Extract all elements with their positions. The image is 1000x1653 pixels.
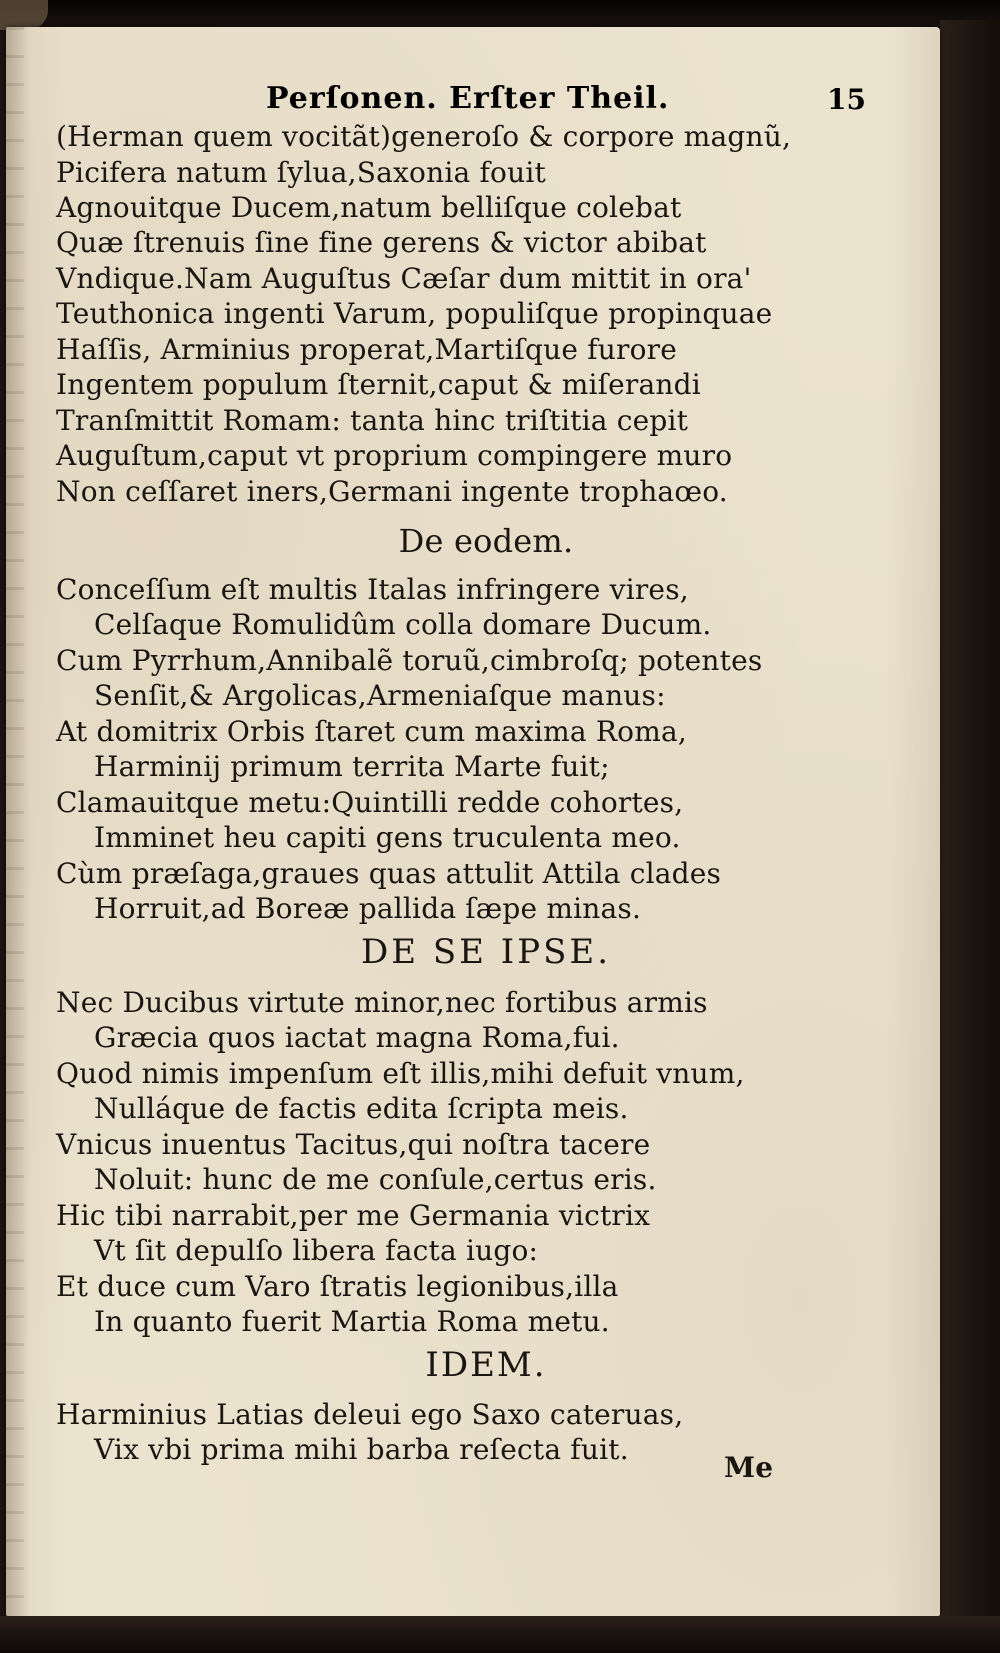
section-heading: DE SE IPSE. <box>360 932 612 972</box>
verse-line: At domitrix Orbis ſtaret cum maxima Roma, <box>56 715 687 748</box>
verse-line: (Herman quem vocitãt)generoſo & corpore magnũ, <box>56 120 792 153</box>
verse-line: Noluit: hunc de me conſule,certus eris. <box>94 1163 657 1196</box>
verse-line: Ingentem populum ſternit,caput & miſerandi <box>56 368 701 401</box>
book-page <box>6 27 940 1616</box>
verse-line: Conceſſum eſt multis Italas infringere vires, <box>56 573 689 606</box>
verse-line: Harminij primum territa Marte fuit; <box>94 750 610 783</box>
verse-line: Celſaque Romulidûm colla domare Ducum. <box>94 608 712 641</box>
verse-line: Et duce cum Varo ſtratis legionibus,illa <box>56 1270 619 1303</box>
verse-line: Vnicus inuentus Tacitus,qui noſtra tacere <box>56 1128 651 1161</box>
verse-line: Vix vbi prima mihi barba reſecta fuit. <box>94 1433 629 1466</box>
verse-line: Tranſmittit Romam: tanta hinc triſtitia cepit <box>56 404 689 437</box>
verse-line: Clamauitque metu:Quintilli redde cohortes, <box>56 786 684 819</box>
running-head: Perſonen. Erſter Theil. <box>266 81 670 116</box>
verse-line: Haſſis, Arminius properat,Martiſque furore <box>56 333 677 366</box>
verse-line: Horruit,ad Boreæ pallida ſæpe minas. <box>94 892 642 925</box>
scan-bottom-edge <box>0 1616 1000 1653</box>
verse-line: Harminius Latias deleui ego Saxo cateruas, <box>56 1398 684 1431</box>
verse-line: Senſit,& Argolicas,Armeniaſque manus: <box>94 679 666 712</box>
verse-line: Cùm præſaga,graues quas attulit Attila clades <box>56 857 722 890</box>
verse-line: Auguſtum,caput vt proprium compingere muro <box>56 439 733 472</box>
verse-line: Vt ſit depulſo libera facta iugo: <box>94 1234 539 1267</box>
verse-line: Imminet heu capiti gens truculenta meo. <box>94 821 681 854</box>
gutter-shadow <box>6 27 24 1616</box>
verse-line: Cum Pyrrhum,Annibalẽ toruũ,cimbroſq; potentes <box>56 644 763 677</box>
page-number: 15 <box>827 83 866 116</box>
verse-line: Vndique.Nam Auguſtus Cæſar dum mittit in ora' <box>56 262 752 295</box>
verse-line: Græcia quos iactat magna Roma,fui. <box>94 1021 620 1054</box>
verse-line: Non ceſſaret iners,Germani ingente trophaœo. <box>56 475 728 508</box>
verse-line: In quanto fuerit Martia Roma metu. <box>94 1305 610 1338</box>
section-heading: De eodem. <box>398 522 574 560</box>
book-edge <box>940 20 1000 1620</box>
verse-line: Nec Ducibus virtute minor,nec fortibus armis <box>56 986 708 1019</box>
verse-line: Quod nimis impenſum eſt illis,mihi defuit vnum, <box>56 1057 745 1090</box>
verse-line: Quæ ſtrenuis ſine fine gerens & victor abibat <box>56 226 707 259</box>
verse-line: Agnouitque Ducem,natum belliſque colebat <box>56 191 682 224</box>
scan-top-shadow <box>0 0 1000 30</box>
verse-line: Hic tibi narrabit,per me Germania victrix <box>56 1199 651 1232</box>
section-heading: IDEM. <box>425 1345 547 1385</box>
catchword: Me <box>724 1451 774 1484</box>
verse-line: Picifera natum ſylua,Saxonia fouit <box>56 156 546 189</box>
verse-line: Teuthonica ingenti Varum, populiſque propinquae <box>56 297 773 330</box>
verse-line: Nulláque de factis edita ſcripta meis. <box>94 1092 629 1125</box>
